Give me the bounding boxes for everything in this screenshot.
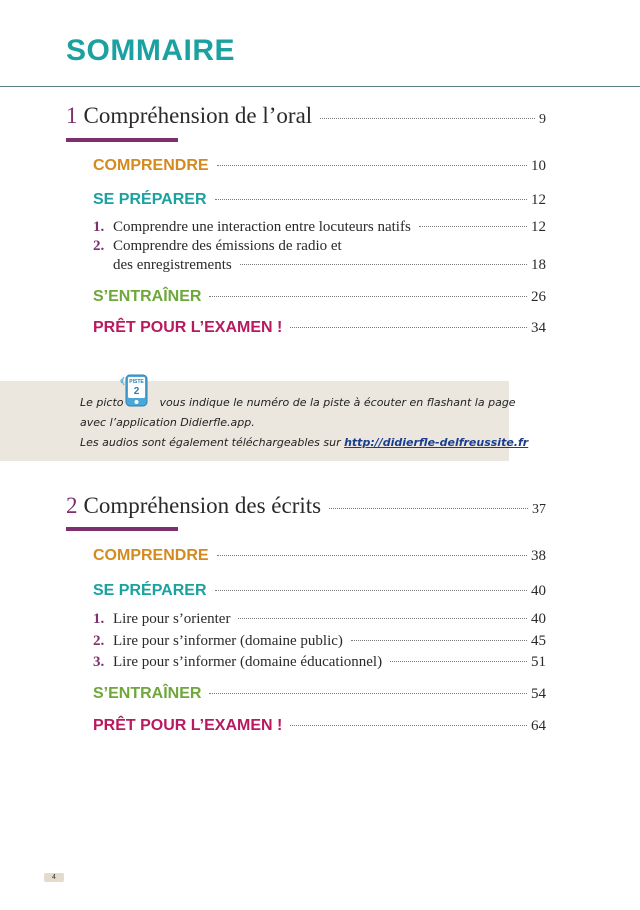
item-number: 2. [93, 633, 105, 649]
note-line-3 [80, 436, 528, 449]
dot-leader [320, 118, 535, 119]
page-number: 12 [531, 192, 546, 208]
list-item[interactable] [93, 238, 546, 255]
download-link[interactable]: http://didierfle-delfreussite.fr [344, 436, 529, 449]
dot-leader [215, 590, 527, 591]
section-underline [66, 138, 178, 142]
dot-leader [240, 264, 527, 265]
item-text: Lire pour s’informer (domaine éducationnel) [113, 654, 383, 670]
page-folio: 4 [44, 873, 64, 882]
item-number: 3. [93, 654, 105, 670]
entry-label: COMPRENDRE [93, 157, 209, 174]
dot-leader [351, 640, 527, 641]
entry-label: SE PRÉPARER [93, 191, 207, 208]
section-underline [66, 527, 178, 531]
list-item[interactable] [93, 219, 546, 236]
note-text: vous indique le numéro de la piste à écouter en flashant la page [159, 396, 516, 409]
entry-se-preparer[interactable] [93, 582, 546, 600]
page-number: 40 [531, 583, 546, 599]
page-number: 38 [531, 548, 546, 564]
section-number: 2 [66, 493, 78, 518]
dot-leader [238, 618, 527, 619]
item-number: 1. [93, 611, 105, 627]
audio-note-box [0, 381, 529, 461]
item-text: Comprendre une interaction entre locuteurs natifs [113, 219, 411, 235]
audio-track-phone-icon [120, 373, 150, 407]
dot-leader [209, 296, 527, 297]
item-text: Lire pour s’orienter [113, 611, 231, 627]
entry-examen[interactable] [93, 717, 546, 735]
list-item[interactable] [93, 611, 546, 628]
dot-leader [209, 693, 527, 694]
picto-number: 2 [133, 386, 140, 397]
section-title: Compréhension des écrits [83, 493, 322, 518]
page-number: 45 [531, 633, 546, 649]
page-number: 12 [531, 219, 546, 235]
page-number: 34 [531, 320, 546, 336]
item-text: Comprendre des émissions de radio et [113, 238, 342, 254]
entry-label: SE PRÉPARER [93, 582, 207, 599]
page-number: 54 [531, 686, 546, 702]
entry-label: S’ENTRAÎNER [93, 685, 202, 702]
list-item[interactable] [93, 633, 546, 650]
entry-label: COMPRENDRE [93, 547, 209, 564]
page-title: SOMMAIRE [66, 34, 235, 67]
entry-label: PRÊT POUR L’EXAMEN ! [93, 717, 283, 734]
entry-comprendre[interactable] [93, 547, 546, 565]
picto-label: PISTE [129, 379, 144, 385]
note-line-2: avec l’application Didierfle.app. [80, 416, 255, 429]
entry-entrainer[interactable] [93, 685, 546, 703]
dot-leader [290, 327, 527, 328]
page-number: 18 [531, 257, 546, 273]
page-number: 37 [532, 502, 546, 517]
note-text: Les audios sont également téléchargeables sur [80, 436, 341, 449]
item-text: des enregistrements [113, 257, 232, 273]
dot-leader [390, 661, 527, 662]
page-number: 9 [539, 112, 546, 127]
dot-leader [217, 555, 527, 556]
title-divider [0, 86, 640, 87]
item-number: 2. [93, 238, 105, 254]
item-text: Lire pour s’informer (domaine public) [113, 633, 343, 649]
dot-leader [215, 199, 527, 200]
page-number: 51 [531, 654, 546, 670]
dot-leader [329, 508, 528, 509]
page-number: 40 [531, 611, 546, 627]
entry-label: S’ENTRAÎNER [93, 288, 202, 305]
list-item[interactable] [93, 654, 546, 671]
entry-entrainer[interactable] [93, 288, 546, 306]
section-1-heading[interactable] [66, 103, 546, 129]
dot-leader [419, 226, 527, 227]
section-number: 1 [66, 103, 78, 128]
entry-comprendre[interactable] [93, 157, 546, 175]
section-title: Compréhension de l’oral [83, 103, 313, 128]
page-number: 64 [531, 718, 546, 734]
entry-se-preparer[interactable] [93, 191, 546, 209]
dot-leader [290, 725, 527, 726]
page-number: 26 [531, 289, 546, 305]
section-2-heading[interactable] [66, 493, 546, 519]
note-text: Le picto [80, 396, 124, 409]
dot-leader [217, 165, 527, 166]
entry-label: PRÊT POUR L’EXAMEN ! [93, 319, 283, 336]
item-number: 1. [93, 219, 105, 235]
list-item-continuation[interactable] [113, 257, 546, 274]
page-number: 10 [531, 158, 546, 174]
entry-examen[interactable] [93, 319, 546, 337]
